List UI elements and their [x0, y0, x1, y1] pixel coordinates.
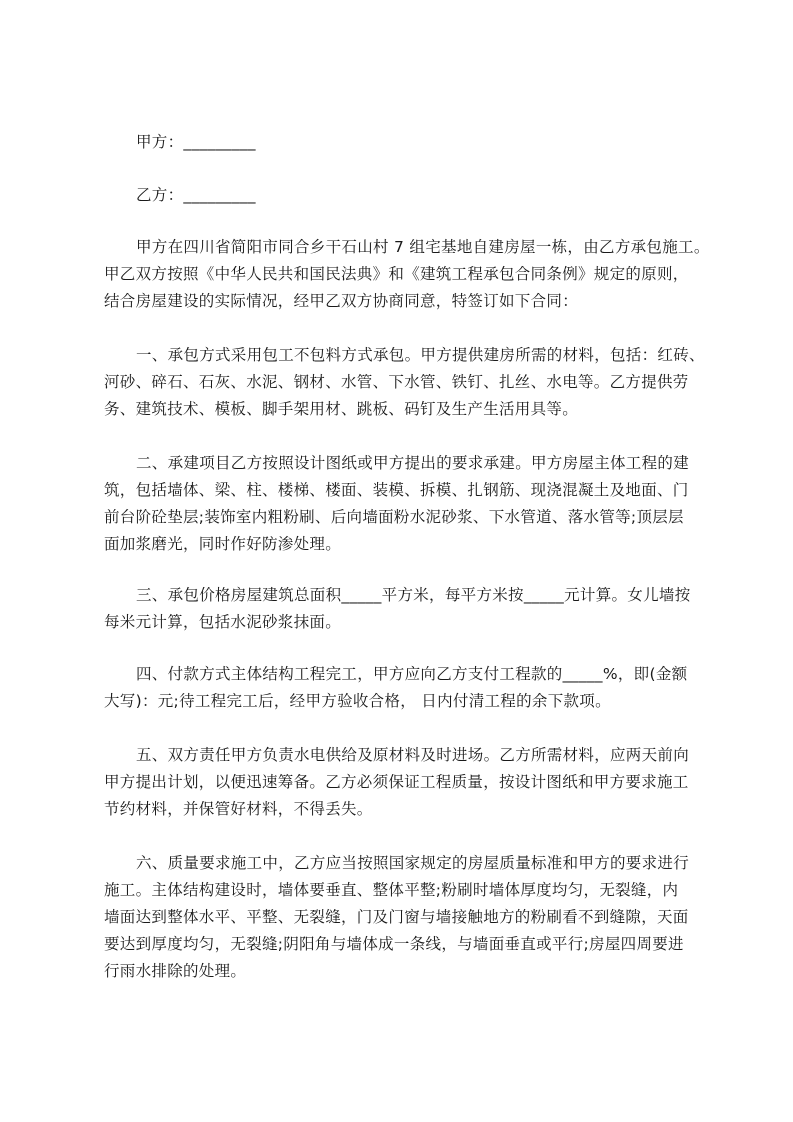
clause-line: 墙面达到整体水平、平整、无裂缝，门及门窗与墙接触地方的粉刷看不到缝隙，天面: [104, 908, 689, 926]
clause-line: 行雨水排除的处理。: [104, 962, 247, 980]
clause-line: 每米元计算，包括水泥砂浆抹面。: [104, 613, 342, 631]
clause-line: 面加浆磨光，同时作好防渗处理。: [104, 535, 342, 553]
clause-line: 三、承包价格房屋建筑总面积_____平方米，每平方米按_____元计算。女儿墙按: [136, 586, 691, 604]
clause-line: 前台阶砼垫层;装饰室内粗粉刷、后向墙面粉水泥砂浆、下水管道、落水管等;顶层层: [104, 508, 684, 526]
clause-line: 要达到厚度均匀，无裂缝;阴阳角与墙体成一条线，与墙面垂直或平行;房屋四周要进: [104, 935, 684, 953]
clause-line: 务、建筑技术、模板、脚手架用材、跳板、码钉及生产生活用具等。: [104, 400, 579, 418]
party-a-line: 甲方：_________: [136, 133, 256, 151]
clause-line: 五、双方责任甲方负责水电供给及原材料及时进场。乙方所需材料，应两天前向: [136, 746, 690, 764]
intro-line: 甲乙双方按照《中华人民共和国民法典》和《建筑工程承包合同条例》规定的原则，: [104, 265, 689, 283]
party-b-line: 乙方：_________: [136, 186, 256, 204]
intro-line: 结合房屋建设的实际情况，经甲乙双方协商同意，特签订如下合同：: [104, 292, 579, 310]
clause-line: 节约材料，并保管好材料，不得丢失。: [104, 800, 373, 818]
clause-line: 二、承建项目乙方按照设计图纸或甲方提出的要求承建。甲方房屋主体工程的建: [136, 454, 690, 472]
clause-line: 一、承包方式采用包工不包料方式承包。甲方提供建房所需的材料，包括：红砖、: [136, 346, 705, 364]
clause-line: 筑，包括墙体、梁、柱、楼梯、楼面、装模、拆模、扎钢筋、现浇混凝土及地面、门: [104, 481, 689, 499]
clause-line: 河砂、碎石、石灰、水泥、钢材、水管、下水管、铁钉、扎丝、水电等。乙方提供劳: [104, 373, 689, 391]
clause-line: 施工。主体结构建设时，墙体要垂直、整体平整;粉刷时墙体厚度均匀，无裂缝，内: [104, 881, 679, 899]
clause-line: 四、付款方式主体结构工程完工，甲方应向乙方支付工程款的_____%，即(金额: [136, 665, 688, 683]
clause-line: 六、质量要求施工中，乙方应当按照国家规定的房屋质量标准和甲方的要求进行: [136, 854, 690, 872]
intro-line: 甲方在四川省简阳市同合乡干石山村 7 组宅基地自建房屋一栋，由乙方承包施工。: [136, 238, 710, 256]
clause-line: 甲方提出计划，以便迅速筹备。乙方必须保证工程质量，按设计图纸和甲方要求施工: [104, 773, 689, 791]
clause-line: 大写)：元;待工程完工后，经甲方验收合格， 日内付清工程的余下款项。: [104, 692, 611, 710]
